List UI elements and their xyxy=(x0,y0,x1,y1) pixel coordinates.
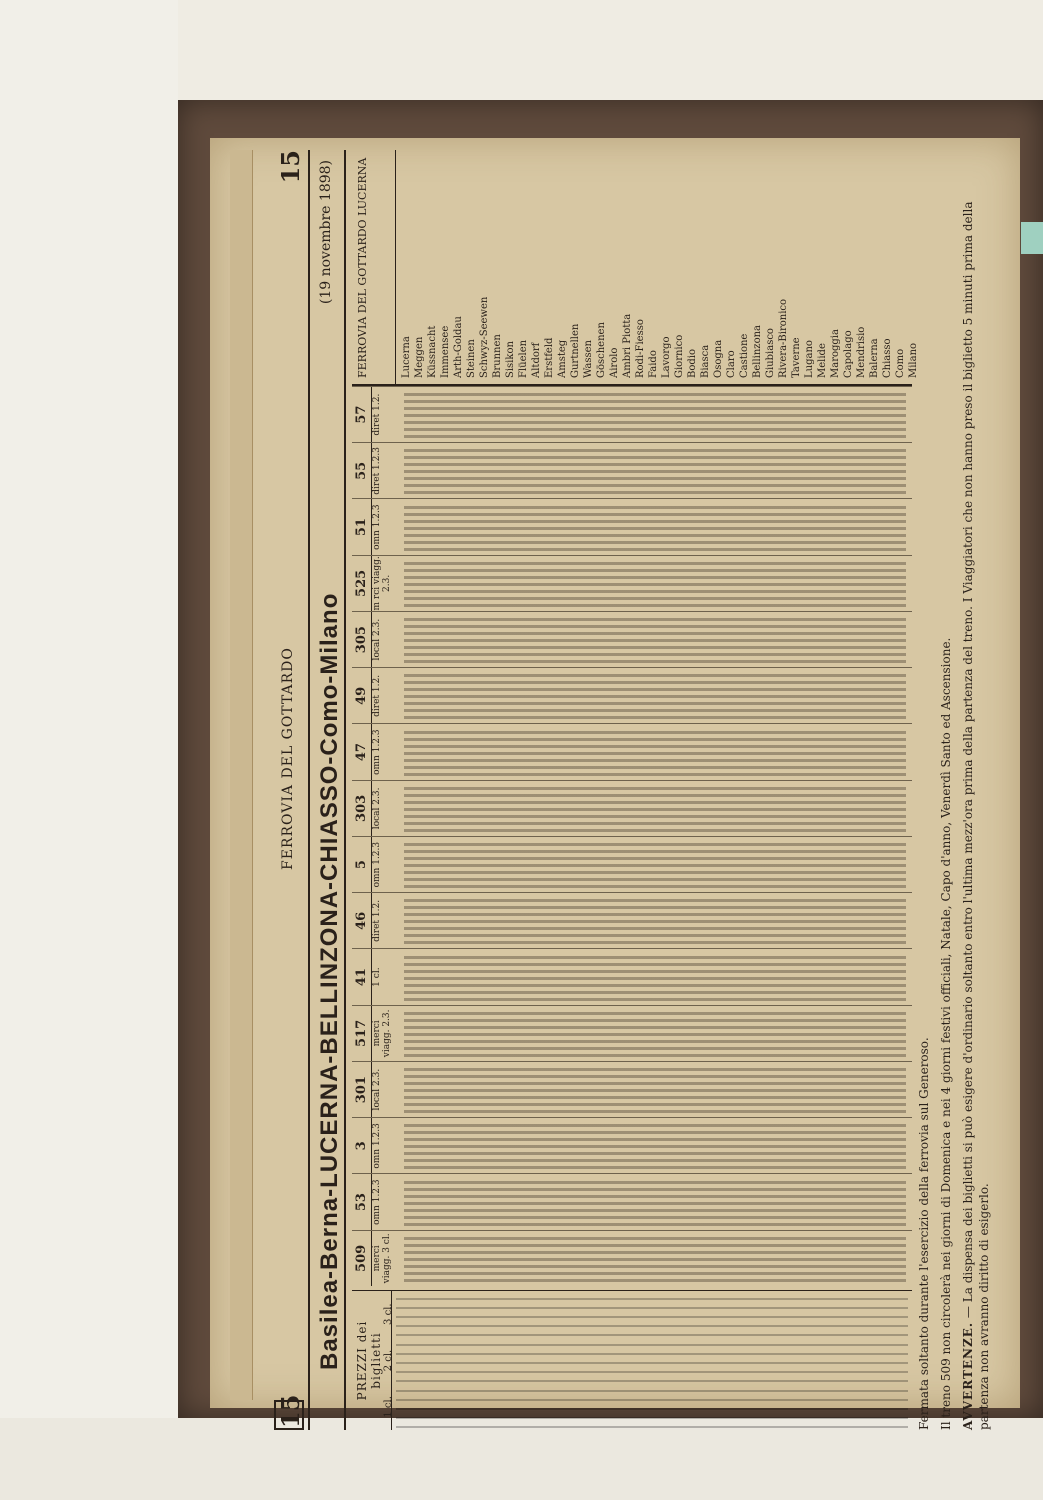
train-times xyxy=(404,447,906,494)
price-header xyxy=(352,1291,392,1430)
train-class: diret 1.2. xyxy=(372,393,382,436)
station-name: Bodio xyxy=(687,349,698,378)
train-class: 1 cl. xyxy=(372,967,382,987)
station-name: Biasca xyxy=(700,344,711,378)
rotated-page-content xyxy=(274,150,1016,1430)
train-class: merci viagg. 2.3. xyxy=(372,1009,392,1058)
train-number: 3 xyxy=(352,1118,372,1173)
station-name: Sisikon xyxy=(505,341,516,378)
station-name: Wassen xyxy=(583,340,594,378)
price-values-2 xyxy=(396,1338,908,1382)
train-class: merci viagg. 3 cl. xyxy=(372,1233,392,1284)
train-number: 509 xyxy=(352,1231,372,1286)
train-column xyxy=(352,442,912,498)
station-name: Lucerna xyxy=(401,336,412,378)
train-times xyxy=(404,672,906,719)
station-name: Maroggia xyxy=(830,329,841,378)
train-times xyxy=(404,1122,906,1169)
train-column xyxy=(352,1061,912,1117)
train-times xyxy=(404,729,906,776)
section-number: 15 xyxy=(276,1394,305,1428)
train-number: 301 xyxy=(352,1062,372,1117)
train-number: 57 xyxy=(352,387,372,442)
train-number: 47 xyxy=(352,725,372,780)
station-name: Rivera-Bironico xyxy=(778,298,789,378)
train-class: omn 1.2.3 xyxy=(372,729,382,775)
station-name: Melide xyxy=(817,343,828,378)
station-name: Lavorgo xyxy=(661,336,672,378)
train-times xyxy=(404,616,906,663)
station-name: Küssnacht xyxy=(427,325,438,378)
train-times xyxy=(404,1066,906,1113)
avvertenze-1: — La dispensa dei biglietti si può esigere d'ordinario soltanto entro l'ultima mezz'ora prima della partenza del treno. I Viaggiatori che non hanno preso il biglietto 5 minuti prima della partenza non avranno diritto di esigerlo. xyxy=(961,201,991,1430)
train-number: 517 xyxy=(352,1006,372,1061)
train-class: omn 1.2.3 xyxy=(372,1123,382,1169)
train-column xyxy=(352,611,912,667)
train-number: 525 xyxy=(352,556,372,611)
station-name: Brunnen xyxy=(492,334,503,378)
price-class-1: 1 cl. xyxy=(383,1396,394,1418)
station-column xyxy=(352,150,919,386)
station-name: Altdorf xyxy=(531,342,542,378)
price-class-2: 2 cl. xyxy=(383,1349,394,1372)
train-number: 53 xyxy=(352,1175,372,1230)
train-columns xyxy=(352,386,912,1286)
train-column xyxy=(352,836,912,892)
station-name: Immensee xyxy=(440,325,451,378)
train-number: 49 xyxy=(352,668,372,723)
train-class: local 2.3. xyxy=(372,618,382,661)
station-name: Capolago xyxy=(843,330,854,378)
station-name: Gurtnellen xyxy=(570,323,581,378)
train-class: local 2.3. xyxy=(372,1068,382,1111)
train-column xyxy=(352,386,912,442)
scan-background-bottom xyxy=(0,1418,1043,1500)
train-column xyxy=(352,892,912,948)
station-name: Flüelen xyxy=(518,339,529,378)
train-column xyxy=(352,1005,912,1061)
price-title: PREZZI dei biglietti xyxy=(355,1320,383,1401)
train-times xyxy=(404,954,906,1001)
station-name: Ambri Piotta xyxy=(622,313,633,378)
station-name: Como xyxy=(895,348,906,378)
running-title: FERROVIA DEL GOTTARDO xyxy=(280,647,296,870)
train-column xyxy=(352,949,912,1005)
train-times xyxy=(404,391,906,438)
train-number: 5 xyxy=(352,837,372,892)
train-number: 55 xyxy=(352,443,372,498)
timetable-title: Basilea-Berna-LUCERNA-BELLINZONA-CHIASSO-Como-Milano xyxy=(316,592,343,1370)
train-times xyxy=(404,1010,906,1057)
station-name: Balerna xyxy=(869,338,880,378)
station-name: Faido xyxy=(648,350,659,378)
station-name: Mendrisio xyxy=(856,326,867,378)
station-name: Rodi-Fiesso xyxy=(635,319,646,378)
bookmark-tab xyxy=(1021,222,1043,254)
train-column xyxy=(352,667,912,723)
train-class: diret 1.2. xyxy=(372,674,382,717)
page-number: 15 xyxy=(276,150,305,184)
train-times xyxy=(404,897,906,944)
price-values-1 xyxy=(396,1384,908,1428)
train-times xyxy=(404,1179,906,1226)
price-columns xyxy=(352,1290,912,1430)
station-name: Chiasso xyxy=(882,338,893,378)
page-gutter xyxy=(230,150,253,1400)
station-name: Amsteg xyxy=(557,339,568,378)
train-class: omn 1.2.3 xyxy=(372,841,382,888)
station-name: Airolo xyxy=(609,347,620,378)
train-class: m rci viagg. 2.3. xyxy=(372,556,392,611)
station-name: Castione xyxy=(739,333,750,378)
station-name: Schwyz-Seewen xyxy=(479,296,490,378)
timetable-title-bar xyxy=(308,150,346,1430)
train-times xyxy=(404,785,906,832)
station-name: Giornico xyxy=(674,334,685,378)
price-class-3: 3 cl. xyxy=(383,1303,394,1325)
note-fermata: Fermata soltanto durante l'esercizio della ferrovia sul Generoso. xyxy=(917,1037,931,1430)
train-number: 303 xyxy=(352,781,372,836)
train-class: local 2.3. xyxy=(372,787,382,830)
train-times xyxy=(404,1235,906,1282)
train-number: 41 xyxy=(352,950,372,1005)
station-name: Bellinzona xyxy=(752,325,763,378)
notes-section xyxy=(916,150,1016,1430)
station-name: Giubiasco xyxy=(765,328,776,378)
train-class: diret 1.2.3 xyxy=(372,447,382,495)
train-column xyxy=(352,1174,912,1230)
train-column xyxy=(352,1117,912,1173)
page-header xyxy=(274,150,304,1430)
station-name: Milano xyxy=(908,342,919,378)
station-name: Steinen xyxy=(466,339,477,378)
note-treno-509: Il treno 509 non circolerà nei giorni di Domenica e nei 4 giorni festivi officiali, Natale, Capo d'anno, Venerdì Santo ed Ascensione. xyxy=(939,637,953,1430)
station-name: Erstfeld xyxy=(544,337,555,378)
train-number: 305 xyxy=(352,612,372,667)
train-class: omn 1.2.3 xyxy=(372,504,382,550)
timetable-date: (19 novembre 1898) xyxy=(318,160,334,305)
station-header: FERROVIA DEL GOTTARDO LUCERNA xyxy=(352,150,396,384)
train-number: 51 xyxy=(352,500,372,555)
station-name: Taverne xyxy=(791,337,802,378)
train-class: diret 1.2. xyxy=(372,899,382,942)
train-column xyxy=(352,724,912,780)
station-name: Arth-Goldau xyxy=(453,316,464,378)
station-list xyxy=(396,150,924,384)
station-name: Lugano xyxy=(804,340,815,378)
train-times xyxy=(404,841,906,888)
train-times xyxy=(404,560,906,607)
price-values-3 xyxy=(396,1292,908,1336)
train-number: 46 xyxy=(352,893,372,948)
avvertenze-label: AVVERTENZE. xyxy=(961,1321,975,1430)
train-column xyxy=(352,555,912,611)
train-times xyxy=(404,504,906,551)
train-column xyxy=(352,780,912,836)
station-name: Claro xyxy=(726,350,737,378)
station-name: Meggen xyxy=(414,336,425,378)
scan-background xyxy=(0,0,178,1500)
station-name: Osogna xyxy=(713,339,724,378)
train-class: omn 1.2.3 xyxy=(372,1179,382,1225)
train-column xyxy=(352,499,912,555)
station-name: Göschenen xyxy=(596,322,607,378)
train-column xyxy=(352,1230,912,1286)
